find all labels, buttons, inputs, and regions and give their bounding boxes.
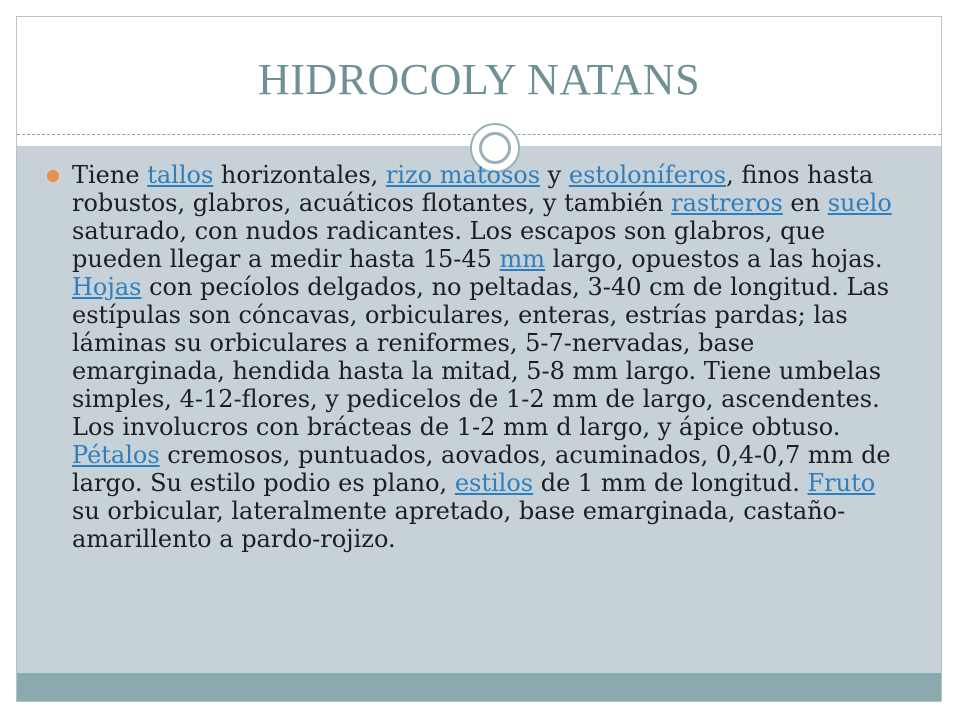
paragraph-link[interactable]: estoloníferos bbox=[568, 161, 727, 189]
paragraph-text: en bbox=[782, 189, 828, 217]
paragraph-text: con pecíolos delgados, no peltadas, 3-40 cm de longitud. Las estípulas son cóncavas, orbiculares, enteras, estrías pardas; las láminas su orbiculares a reniformes, 5-7-nervadas, base emarginada, hendida hasta la mitad, 5-8 mm largo. Tiene umbelas simples, 4-12-flores, y pedicelos de 1-2 mm de largo, ascendentes. Los involucros con brácteas de 1-2 mm d largo, y ápice obtuso. bbox=[72, 273, 890, 441]
paragraph-text: Tiene bbox=[72, 161, 148, 189]
slide-title: HIDROCOLY NATANS bbox=[257, 55, 701, 104]
paragraph-link[interactable]: rizo matosos bbox=[385, 161, 541, 189]
paragraph-link[interactable]: suelo bbox=[827, 189, 892, 217]
inner-circle-icon bbox=[479, 132, 511, 164]
bullet-paragraph bbox=[72, 161, 902, 553]
paragraph-link[interactable]: rastreros bbox=[671, 189, 783, 217]
paragraph-link[interactable]: Pétalos bbox=[72, 441, 160, 469]
paragraph-link[interactable]: Fruto bbox=[807, 469, 876, 497]
paragraph-link[interactable]: mm bbox=[499, 245, 546, 273]
bottom-band bbox=[17, 673, 941, 701]
paragraph-text: saturado, con nudos radicantes. Los escapos son glabros, que pueden llegar a medir hasta 15-45 bbox=[72, 217, 826, 273]
paragraph-text: y bbox=[540, 161, 569, 189]
bullet-icon bbox=[47, 170, 59, 182]
paragraph-text: cremosos, puntuados, aovados, acuminados, 0,4-0,7 mm de largo. Su estilo podio es plano, bbox=[72, 441, 891, 497]
paragraph-text: de 1 mm de longitud. bbox=[533, 469, 808, 497]
paragraph-text: , finos hasta robustos, glabros, acuáticos flotantes, y también bbox=[72, 161, 874, 217]
paragraph-link[interactable]: tallos bbox=[147, 161, 214, 189]
paragraph-text: su orbicular, lateralmente apretado, base emarginada, castaño-amarillento a pardo-rojizo. bbox=[72, 497, 846, 553]
paragraph-link[interactable]: estilos bbox=[454, 469, 534, 497]
paragraph-text: horizontales, bbox=[213, 161, 386, 189]
paragraph-text: largo, opuestos a las hojas. bbox=[545, 245, 883, 273]
paragraph-link[interactable]: Hojas bbox=[72, 273, 142, 301]
title-area bbox=[17, 17, 941, 134]
